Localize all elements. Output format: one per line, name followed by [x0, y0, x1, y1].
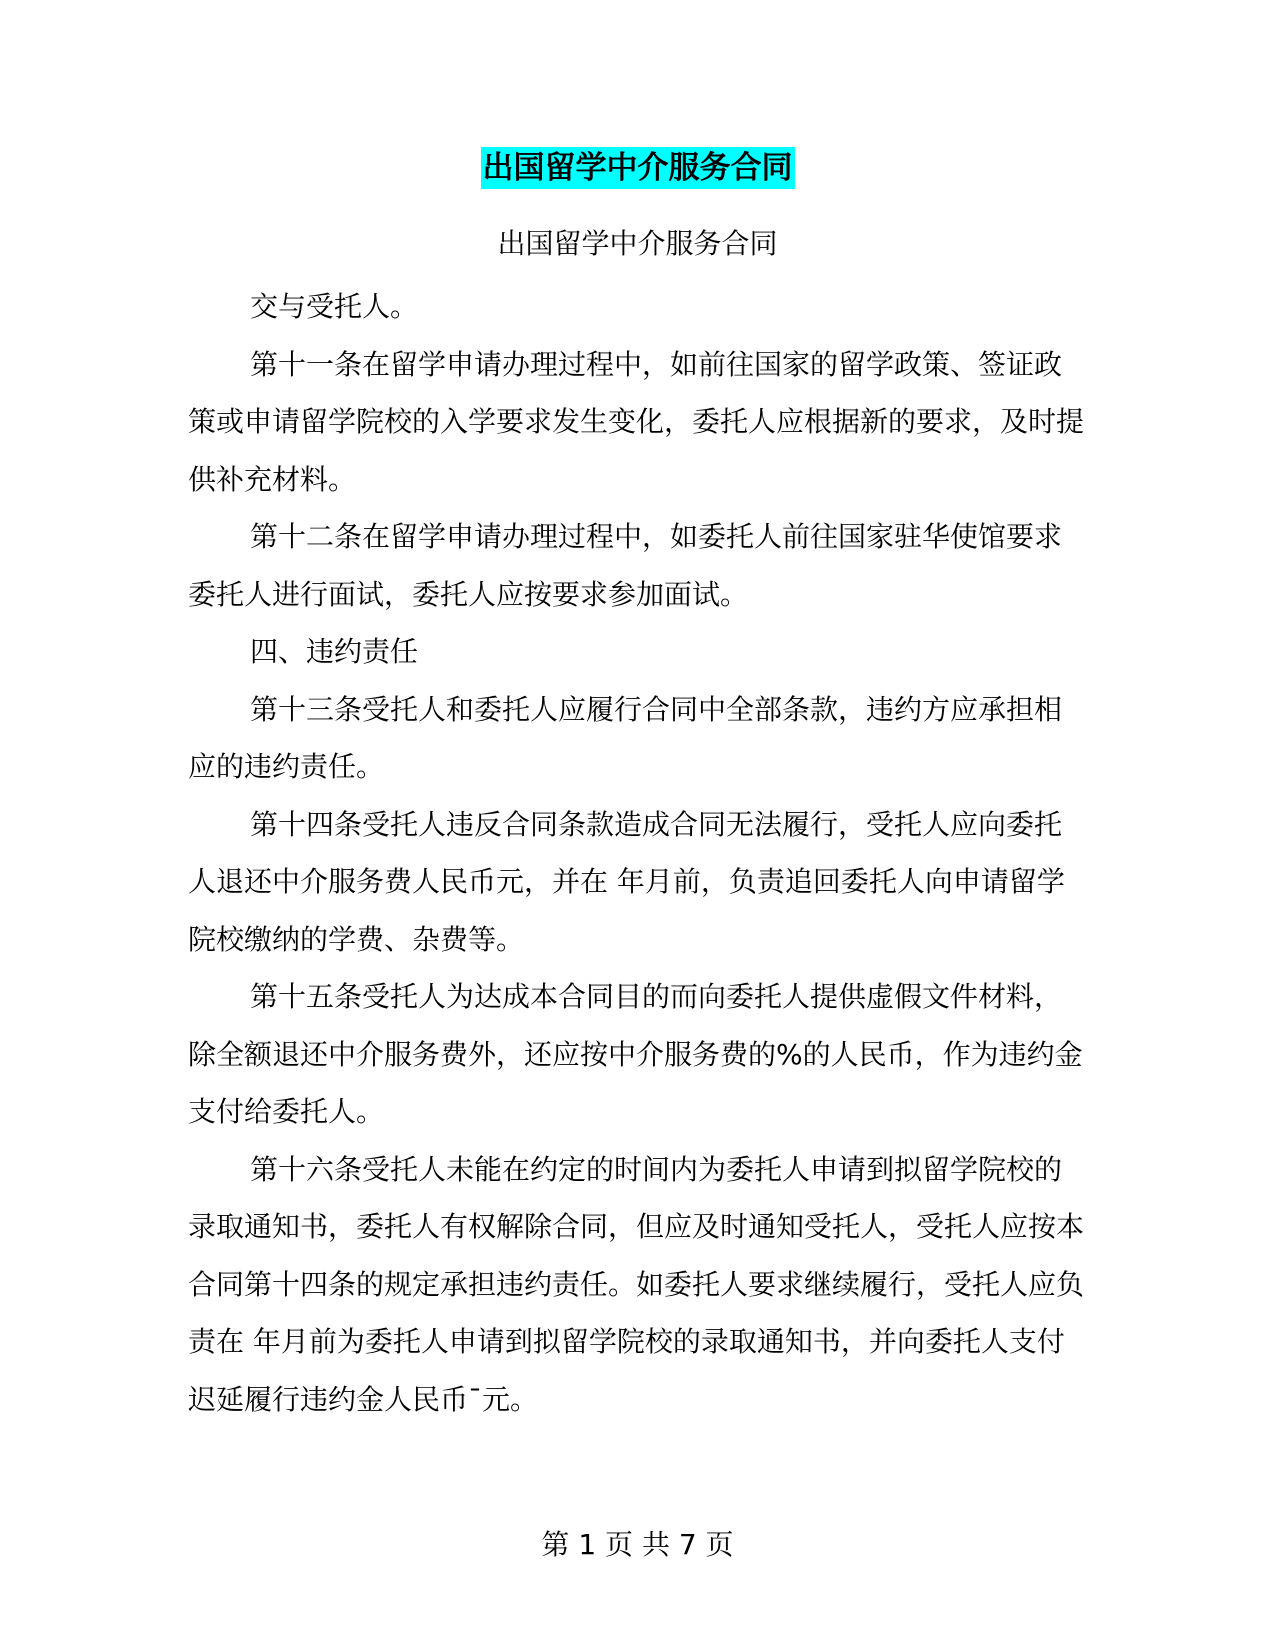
document-subtitle: 出国留学中介服务合同 [497, 227, 778, 260]
paragraph: 交与受托人。 [250, 290, 419, 323]
paragraph: 第十五条受托人为达成本合同目的而向委托人提供虚假文件材料，除全额退还中介服务费外，还应按中介服务费的%的人民币，作为违约金支付给委托人。 [188, 980, 1083, 1128]
paragraph: 第十四条受托人违反合同条款造成合同无法履行，受托人应向委托人退还中介服务费人民币元，并在 年月前，负责追回委托人向申请留学院校缴纳的学费、杂费等。 [188, 807, 1065, 956]
document-body [188, 278, 1088, 1428]
paragraph: 第十一条在留学申请办理过程中，如前往国家的留学政策、签证政策或申请留学院校的入学要求发生变化，委托人应根据新的要求，及时提供补充材料。 [188, 347, 1085, 496]
section-heading: 四、违约责任 [250, 635, 419, 668]
paragraph: 第十三条受托人和委托人应履行合同中全部条款，违约方应承担相应的违约责任。 [188, 692, 1063, 783]
page-number-footer: 第 1 页 共 7 页 [541, 1528, 734, 1561]
paragraph: 第十二条在留学申请办理过程中，如委托人前往国家驻华使馆要求委托人进行面试，委托人应按要求参加面试。 [188, 520, 1063, 611]
document-title: 出国留学中介服务合同 [481, 147, 795, 189]
title-container [0, 147, 1275, 189]
paragraph: 第十六条受托人未能在约定的时间内为委托人申请到拟留学院校的录取通知书，委托人有权解除合同，但应及时通知受托人，受托人应按本合同第十四条的规定承担违约责任。如委托人要求继续履行，受托人应负责在 年月前为委托人申请到拟留学院校的录取通知书，并向委托人支付迟延履行违约金人民币¯元。 [188, 1152, 1085, 1416]
